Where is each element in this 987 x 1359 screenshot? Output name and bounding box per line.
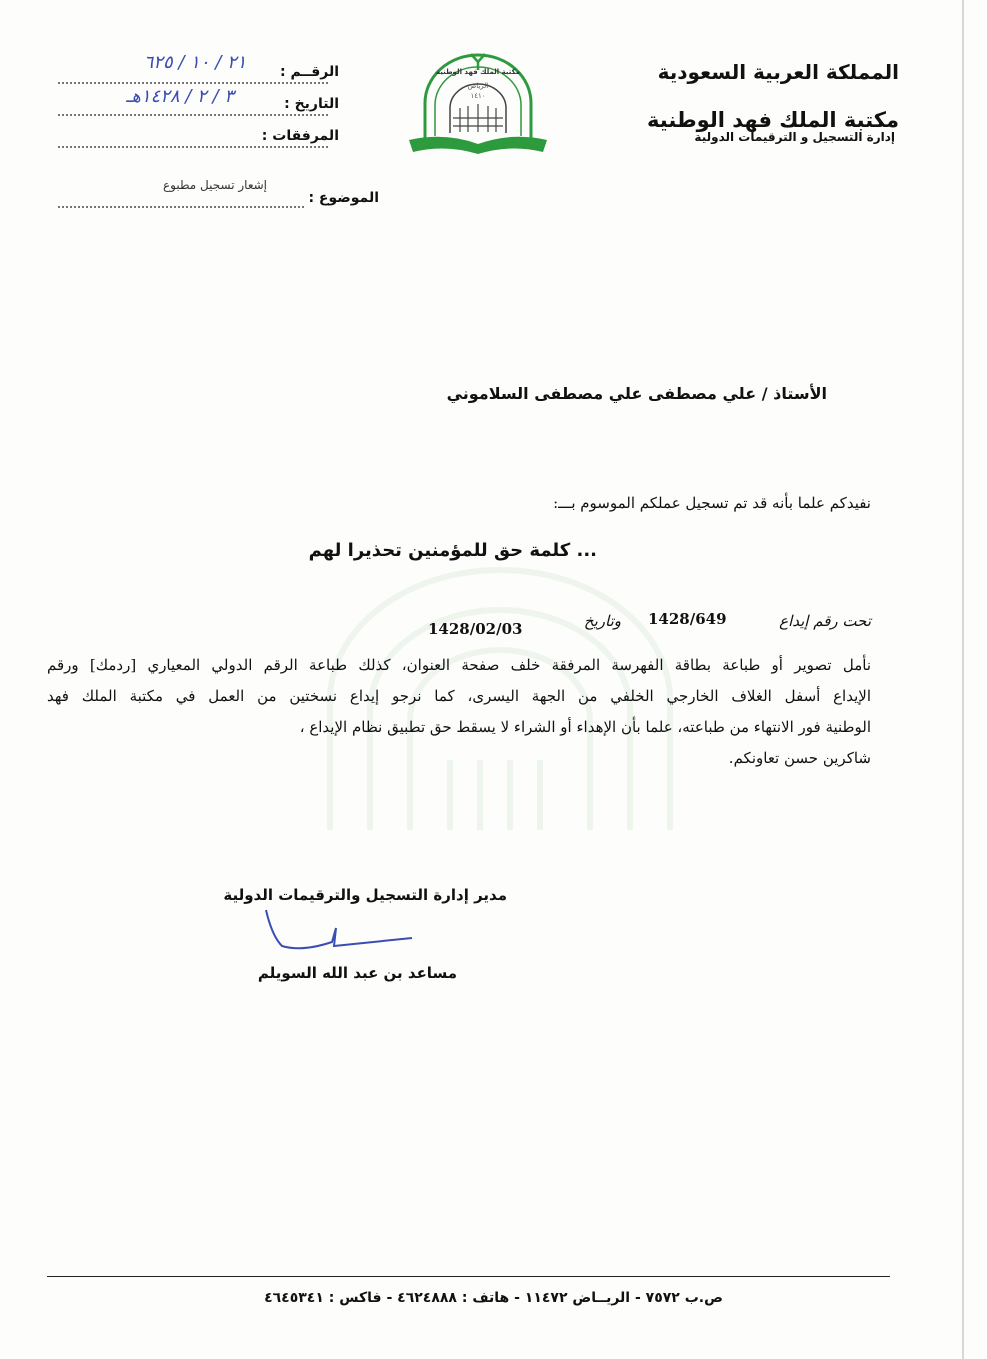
subject-label: الموضوع : [308,190,379,206]
library-name: مكتبة الملك فهد الوطنية [647,108,899,132]
recipient-line: الأستاذ / علي مصطفى علي مصطفى السلاموني [446,384,827,403]
attachments-label: المرفقات : [261,128,339,144]
date-label: التاريخ : [284,96,339,112]
paragraph-line: شاكرين حسن تعاونكم. [728,749,871,767]
number-label: الرقــم : [280,64,339,80]
logo-year: ١٤١٠ [470,92,486,100]
deposit-label: تحت رقم إيداع [779,612,871,630]
work-title: ... كلمة حق للمؤمنين تحذيرا لهم [308,540,597,561]
date-of-deposit-label: وتاريخ [583,612,621,630]
library-logo-icon [405,48,551,158]
deposit-number: 1428/649 [648,610,727,628]
subject-value: إشعار تسجيل مطبوع [162,178,267,192]
subject-dotted-line [58,206,304,208]
number-value: ٢١ / ١٠ / ٦٢٥ [143,52,247,73]
number-dotted-line [58,82,328,84]
signatory-name: مساعد بن عبد الله السويلم [257,964,457,982]
page-edge-line [962,0,964,1359]
handwritten-signature-icon [262,906,422,956]
attachments-dotted-line [58,146,328,148]
date-value: ٣ / ٢ / ١٤٢٨هـ [126,86,234,107]
date-dotted-line [58,114,328,116]
paragraph-line: نأمل تصوير أو طباعة بطاقة الفهرسة المرفقة خلف صفحة العنوان، كذلك طباعة الرقم الدولي المعياري [ردمك] ورقم [47,656,871,674]
paragraph-line: الإيداع أسفل الغلاف الخارجي الخلفي من الجهة اليسرى، كما نرجو إيداع نسختين من العمل في مكتبة الملك فهد [47,687,871,705]
body-paragraph [47,650,871,774]
library-logo [405,48,551,158]
footer-address: ص.ب ٧٥٧٢ - الريــاض ١١٤٧٢ - هاتف : ٤٦٢٤٨٨٨ - فاكس : ٤٦٤٥٣٤١ [264,1290,723,1306]
paragraph-line: الوطنية فور الانتهاء من طباعته، علما بأن الإهداء أو الشراء لا يسقط حق تطبيق نظام الإيداع ، [299,718,871,736]
kingdom-heading: المملكة العربية السعودية [657,60,899,84]
footer-divider [47,1276,890,1277]
deposit-date: 1428/02/03 [428,620,523,638]
logo-city: الرياض [467,82,489,90]
intro-text: نفيدكم علما بأنه قد تم تسجيل عملكم الموسوم بـــ: [553,494,871,512]
signatory-title: مدير إدارة التسجيل والترقيمات الدولية [223,886,507,904]
logo-text: مكتبة الملك فهد الوطنية [436,68,520,76]
department-name: إدارة التسجيل و الترقيمات الدولية [694,130,895,144]
